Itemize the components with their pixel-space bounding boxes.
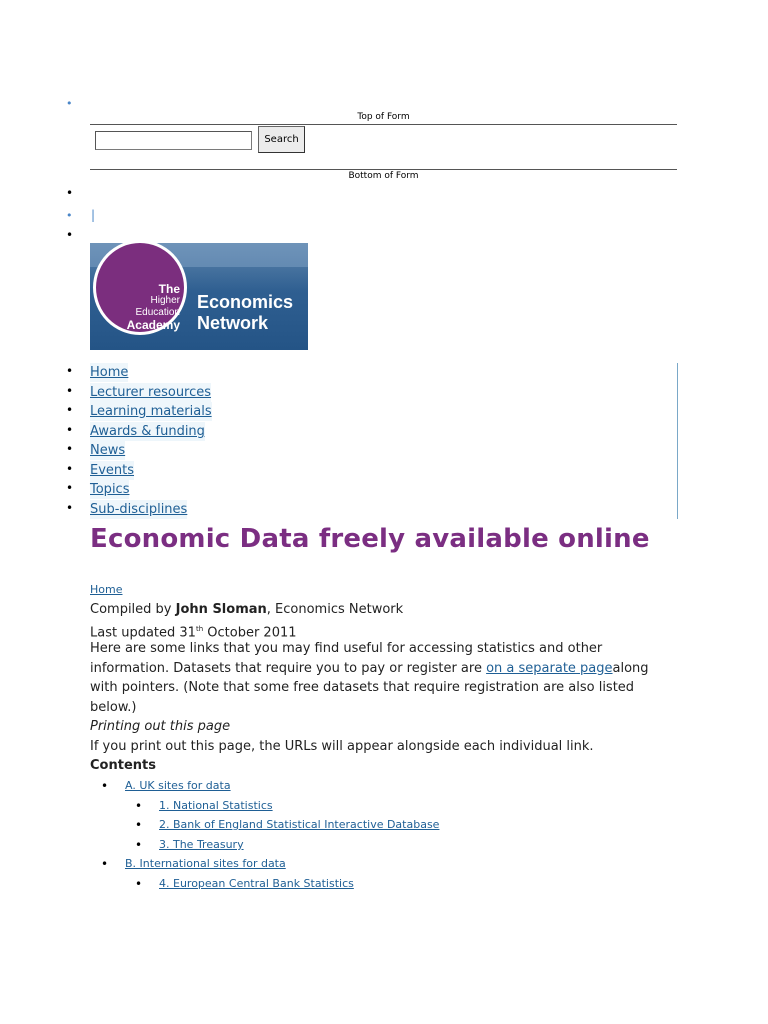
nav-link-events[interactable]: Events <box>90 463 135 478</box>
list-bullet: • <box>66 481 74 495</box>
printing-text: If you print out this page, the URLs will appear alongside each individual link. <box>90 739 594 754</box>
compiled-prefix: Compiled by <box>90 602 176 617</box>
compiled-suffix: , Economics Network <box>266 602 404 617</box>
economics-network-wordmark <box>197 292 293 334</box>
search-button-label: Search <box>264 134 299 145</box>
list-bullet: • <box>66 501 74 515</box>
nav-link-topics[interactable]: Topics <box>90 482 130 497</box>
list-bullet: • <box>101 779 109 793</box>
list-bullet: • <box>101 857 109 871</box>
toc-link-national-statistics[interactable]: 1. National Statistics <box>159 799 273 812</box>
printing-heading: Printing out this page <box>90 719 231 734</box>
divider <box>90 169 677 170</box>
contents-heading: Contents <box>90 758 156 773</box>
nav-link-lecturer-resources[interactable]: Lecturer resources <box>90 385 212 400</box>
wordmark-line-1: Economics <box>197 292 294 312</box>
compiled-by-line <box>90 600 680 620</box>
nav-divider <box>677 363 678 519</box>
intro-text-1: Here are some links that you may find useful for accessing statistics and other information. Datasets that require you to pay or register are <box>90 641 603 676</box>
page-title: Economic Data freely available online <box>90 524 650 554</box>
list-bullet: • <box>66 228 74 242</box>
search-button[interactable] <box>258 126 305 153</box>
toc-link-uk-sites[interactable]: A. UK sites for data <box>125 779 231 792</box>
nav-link-sub-disciplines[interactable]: Sub-disciplines <box>90 502 188 517</box>
list-bullet: • <box>66 209 73 222</box>
top-of-form-label: Top of Form <box>357 112 410 122</box>
separator-link[interactable]: | <box>91 208 96 222</box>
list-bullet: • <box>66 97 73 110</box>
search-input[interactable] <box>95 131 252 150</box>
separate-page-link[interactable]: on a separate page <box>486 660 613 676</box>
intro-text-2: along with pointers. (Note that some free datasets that require registration are also listed below.) <box>90 660 649 715</box>
nav-link-awards-funding[interactable]: Awards & funding <box>90 424 205 439</box>
divider <box>90 124 677 125</box>
hea-line-1: The <box>158 282 180 296</box>
list-bullet: • <box>66 423 74 437</box>
list-bullet: • <box>135 877 143 891</box>
nav-link-home[interactable]: Home <box>90 365 129 380</box>
hea-line-2: Higher <box>150 295 180 306</box>
bottom-of-form-label: Bottom of Form <box>348 171 419 181</box>
list-bullet: • <box>66 403 74 417</box>
hea-line-4: Academy <box>126 318 180 332</box>
intro-paragraph <box>90 639 680 717</box>
toc-link-treasury[interactable]: 3. The Treasury <box>159 838 244 851</box>
list-bullet: • <box>66 364 74 378</box>
updated-ordinal: th <box>195 625 204 633</box>
nav-link-learning-materials[interactable]: Learning materials <box>90 404 212 419</box>
list-bullet: • <box>135 799 143 813</box>
list-bullet: • <box>66 462 74 476</box>
hea-line-3: Education <box>135 307 180 318</box>
toc-link-international-sites[interactable]: B. International sites for data <box>125 857 286 870</box>
breadcrumb-home[interactable]: Home <box>90 583 123 596</box>
list-bullet: • <box>135 838 143 852</box>
author-name: John Sloman <box>175 602 267 617</box>
toc-link-bank-of-england[interactable]: 2. Bank of England Statistical Interactive Database <box>159 818 440 831</box>
list-bullet: • <box>135 818 143 832</box>
updated-suffix: October 2011 <box>203 625 297 641</box>
economics-network-logo[interactable] <box>90 243 308 350</box>
nav-link-news[interactable]: News <box>90 443 126 458</box>
list-bullet: • <box>66 186 74 200</box>
wordmark-line-2: Network <box>197 313 269 333</box>
list-bullet: • <box>66 384 74 398</box>
toc-link-ecb-statistics[interactable]: 4. European Central Bank Statistics <box>159 877 354 890</box>
updated-prefix: Last updated 31 <box>90 625 196 641</box>
list-bullet: • <box>66 442 74 456</box>
hea-logo-text <box>94 283 180 331</box>
